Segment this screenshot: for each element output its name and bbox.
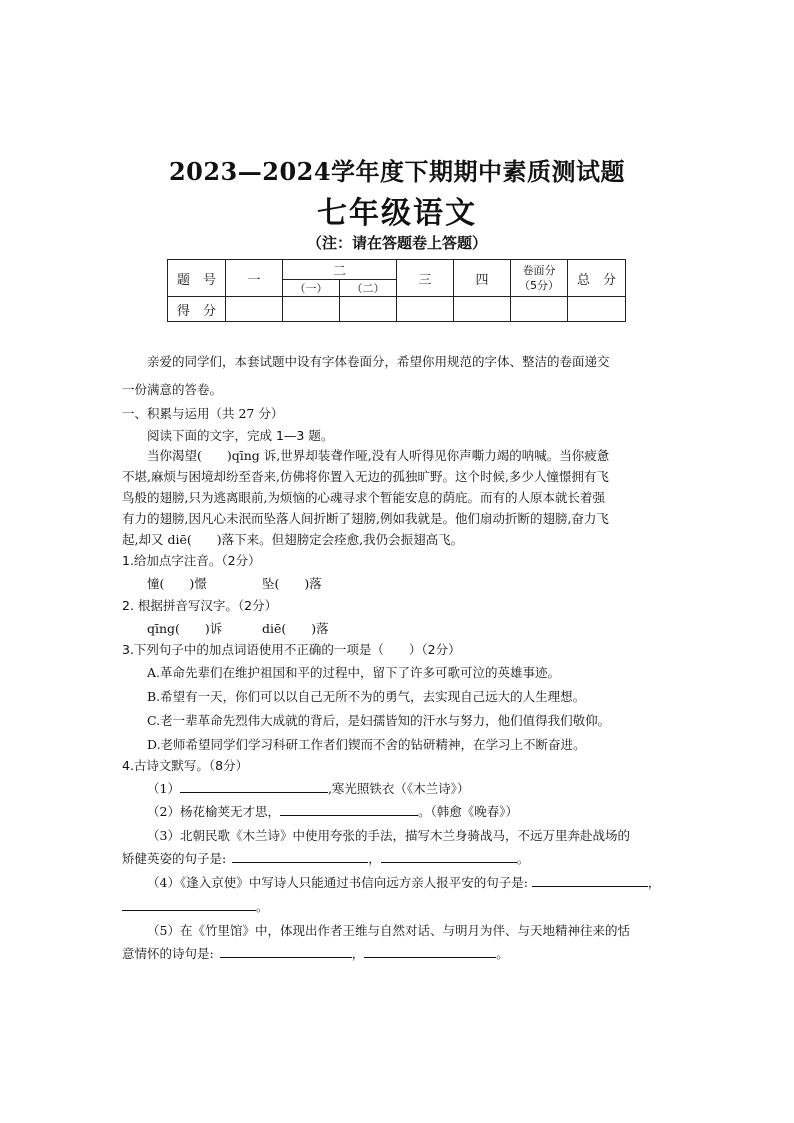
answer-blank[interactable] bbox=[532, 873, 648, 887]
recite-2-text: （2）杨花榆荚无才思， bbox=[147, 804, 280, 819]
option-a: A.革命先辈们在维护祖国和平的过程中，留下了许多可歌可泣的英雄事迹。 bbox=[147, 665, 561, 680]
score-cell bbox=[340, 297, 397, 322]
answer-blank[interactable] bbox=[180, 779, 328, 793]
score-cell bbox=[283, 297, 340, 322]
passage-line: 当你渴望( )qīng 诉,世界却装聋作哑,没有人听得见你声嘶力竭的呐喊。当你疲惫 bbox=[147, 448, 610, 463]
question-3: 3.下列句子中的加点词语使用不正确的一项是（ ）（2分） bbox=[122, 642, 461, 657]
recite-4-line-2 bbox=[122, 897, 269, 915]
option-d: D.老师希望同学们学习科研工作者们锲而不舍的钻研精神，在学习上不断奋进。 bbox=[147, 737, 586, 752]
question-1-item: 坠( )落 bbox=[262, 576, 322, 591]
period: 。 bbox=[516, 851, 530, 866]
question-2-item: qīng( )诉 bbox=[147, 621, 223, 636]
passage-line: 起,却又 diē( )落下来。但翅膀定会痊愈,我仍会振翅高飞。 bbox=[122, 532, 464, 547]
score-header-part3: 三 bbox=[397, 260, 454, 297]
score-cell bbox=[568, 297, 626, 322]
passage-line: 鸟般的翅膀,只为逃离眼前,为烦恼的心魂寻求个暂能安息的荫庇。而有的人原本就长着强 bbox=[122, 490, 605, 505]
comma: ， bbox=[351, 946, 365, 961]
answer-blank[interactable] bbox=[364, 944, 496, 958]
score-header-part1: 一 bbox=[226, 260, 283, 297]
score-cell bbox=[511, 297, 568, 322]
score-header-part4: 四 bbox=[454, 260, 511, 297]
question-2: 2. 根据拼音写汉字。（2分） bbox=[122, 598, 278, 613]
recite-1-number: （1） bbox=[147, 781, 180, 796]
answer-blank[interactable] bbox=[381, 849, 517, 863]
recite-4-prompt: （4）《逢入京使》中写诗人只能通过书信向远方亲人报平安的句子是: bbox=[147, 875, 528, 890]
passage-line: 不堪,麻烦与困境却纷至沓来,仿佛将你置入无边的孤独旷野。这个时候,多少人憧憬拥有飞 bbox=[122, 469, 609, 484]
score-header-part2: 二 bbox=[283, 260, 397, 280]
score-table bbox=[167, 259, 626, 322]
recite-5-prompt: 意情怀的诗句是: bbox=[122, 946, 214, 961]
comma: ， bbox=[647, 875, 661, 890]
recite-3-line-1: （3）北朝民歌《木兰诗》中使用夸张的手法，描写木兰身骑战马，不远万里奔赴战场的 bbox=[147, 828, 630, 843]
comma: ， bbox=[368, 851, 381, 866]
score-header-part2b: （二） bbox=[340, 280, 397, 297]
recite-5-line-1: （5）在《竹里馆》中，体现出作者王维与自然对话、与明月为伴、与天地精神往来的恬 bbox=[147, 923, 630, 938]
reading-instruction: 阅读下面的文字，完成 1—3 题。 bbox=[147, 428, 334, 443]
recite-1 bbox=[147, 779, 469, 797]
recite-1-text: ,寒光照铁衣（《木兰诗》） bbox=[327, 781, 470, 796]
score-header-label: 题 号 bbox=[168, 260, 226, 297]
neatness-label: 卷面分 bbox=[522, 264, 556, 277]
answer-blank[interactable] bbox=[220, 944, 352, 958]
neatness-points: （5分） bbox=[519, 279, 559, 292]
answer-blank[interactable] bbox=[232, 849, 368, 863]
score-cell bbox=[226, 297, 283, 322]
exam-title: 2023—2024学年度下期期中素质测试题 bbox=[168, 157, 626, 186]
score-cell bbox=[454, 297, 511, 322]
score-cell bbox=[397, 297, 454, 322]
score-row-label: 得 分 bbox=[168, 297, 226, 322]
question-4: 4.古诗文默写。（8分） bbox=[122, 758, 249, 773]
period: 。 bbox=[256, 899, 269, 914]
recite-5-line-2 bbox=[122, 944, 509, 962]
answer-blank[interactable] bbox=[122, 897, 256, 911]
section-heading: 一、积累与运用（共 27 分） bbox=[122, 406, 284, 421]
option-c: C.老一辈革命先烈伟大成就的背后，是妇孺皆知的汗水与努力，他们值得我们敬仰。 bbox=[147, 713, 611, 728]
passage-line: 有力的翅膀,因凡心未泯而坠落人间折断了翅膀,例如我就是。他们扇动折断的翅膀,奋力飞 bbox=[122, 511, 609, 526]
recite-2 bbox=[147, 802, 518, 820]
recite-2-source: 。（韩愈《晚春》） bbox=[417, 804, 518, 819]
period: 。 bbox=[496, 946, 509, 961]
score-header-total: 总 分 bbox=[568, 260, 626, 297]
subject-title: 七年级语文 bbox=[317, 196, 477, 231]
intro-line-1: 亲爱的同学们，本套试题中设有字体卷面分，希望你用规范的字体、整洁的卷面递交 bbox=[147, 354, 610, 369]
recite-3-prompt: 矫健英姿的句子是: bbox=[122, 851, 227, 866]
answer-blank[interactable] bbox=[280, 802, 418, 816]
question-2-item: diē( )落 bbox=[262, 621, 329, 636]
recite-3-line-2 bbox=[122, 849, 529, 867]
intro-line-2: 一份满意的答卷。 bbox=[122, 382, 223, 397]
option-b: B.希望有一天，你们可以以自己无所不为的勇气，去实现自己远大的人生理想。 bbox=[147, 689, 586, 704]
score-header-part2a: （一） bbox=[283, 280, 340, 297]
question-1: 1.给加点字注音。（2分） bbox=[122, 553, 261, 568]
question-1-item: 憧( )憬 bbox=[147, 576, 207, 591]
answer-note: （注：请在答题卷上答题） bbox=[306, 234, 487, 252]
recite-4-line-1 bbox=[147, 873, 660, 891]
score-header-neatness bbox=[511, 260, 568, 297]
